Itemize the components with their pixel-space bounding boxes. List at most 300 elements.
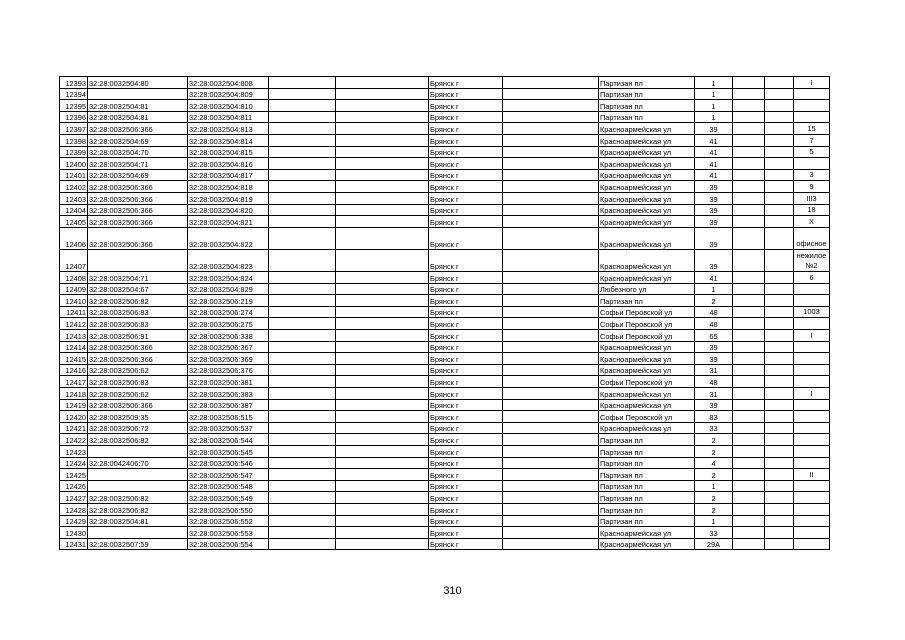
- table-row: [60, 192, 830, 204]
- blank-cell-e: [765, 388, 794, 400]
- blank-cell-d: [733, 249, 765, 271]
- blank-cell-b: [336, 376, 429, 388]
- row-number-cell: 12425: [60, 469, 88, 481]
- row-number-cell: 12427: [60, 492, 88, 504]
- apartment-cell: [794, 88, 830, 100]
- blank-cell-d: [733, 306, 765, 318]
- house-number-cell: 39: [695, 181, 733, 193]
- cadastral-number-cell: 32:28:0032506:219: [188, 295, 269, 307]
- parent-cadastral-cell: 32:28:0032504:81: [88, 515, 188, 527]
- blank-cell-a: [269, 295, 336, 307]
- street-cell: Красноармейская ул: [599, 272, 695, 284]
- city-cell: Брянск г: [429, 227, 503, 249]
- blank-cell-d: [733, 330, 765, 342]
- blank-cell-b: [336, 446, 429, 458]
- blank-cell-e: [765, 318, 794, 330]
- city-cell: Брянск г: [429, 469, 503, 481]
- parent-cadastral-cell: 32:28:0032504:71: [88, 158, 188, 170]
- blank-cell-a: [269, 88, 336, 100]
- parent-cadastral-cell: 32:28:0032504:69: [88, 169, 188, 181]
- blank-cell-b: [336, 318, 429, 330]
- house-number-cell: 83: [695, 411, 733, 423]
- blank-cell-a: [269, 216, 336, 228]
- city-cell: Брянск г: [429, 492, 503, 504]
- street-cell: Партизан пл: [599, 469, 695, 481]
- city-cell: Брянск г: [429, 457, 503, 469]
- blank-cell-b: [336, 503, 429, 515]
- house-number-cell: 2: [695, 469, 733, 481]
- row-number-cell: 12398: [60, 134, 88, 146]
- blank-cell-a: [269, 100, 336, 112]
- cadastral-number-cell: 32:28:0032506:274: [188, 306, 269, 318]
- blank-cell-a: [269, 111, 336, 123]
- blank-cell-a: [269, 527, 336, 539]
- blank-cell-e: [765, 492, 794, 504]
- blank-cell-d: [733, 295, 765, 307]
- cadastral-number-cell: 32:28:0032504:821: [188, 216, 269, 228]
- blank-cell-c: [503, 88, 599, 100]
- table-row: [60, 88, 830, 100]
- city-cell: Брянск г: [429, 353, 503, 365]
- house-number-cell: 1: [695, 77, 733, 89]
- blank-cell-c: [503, 134, 599, 146]
- cadastral-number-cell: 32:28:0032506:554: [188, 538, 269, 550]
- blank-cell-a: [269, 457, 336, 469]
- blank-cell-d: [733, 527, 765, 539]
- parent-cadastral-cell: 32:28:0032506:83: [88, 306, 188, 318]
- blank-cell-d: [733, 411, 765, 423]
- blank-cell-c: [503, 227, 599, 249]
- blank-cell-a: [269, 146, 336, 158]
- city-cell: Брянск г: [429, 527, 503, 539]
- street-cell: Красноармейская ул: [599, 181, 695, 193]
- parent-cadastral-cell: 32:28:0032506:366: [88, 204, 188, 216]
- house-number-cell: 48: [695, 318, 733, 330]
- street-cell: Партизан пл: [599, 480, 695, 492]
- house-number-cell: 1: [695, 111, 733, 123]
- cadastral-number-cell: 32:28:0032506:552: [188, 515, 269, 527]
- apartment-cell: [794, 158, 830, 170]
- blank-cell-c: [503, 469, 599, 481]
- cadastral-number-cell: 32:28:0032506:338: [188, 330, 269, 342]
- street-cell: Красноармейская ул: [599, 158, 695, 170]
- table-row: [60, 422, 830, 434]
- blank-cell-a: [269, 169, 336, 181]
- row-number-cell: 12408: [60, 272, 88, 284]
- row-number-cell: 12393: [60, 77, 88, 89]
- blank-cell-a: [269, 422, 336, 434]
- parent-cadastral-cell: 32:28:0032506:366: [88, 192, 188, 204]
- blank-cell-d: [733, 538, 765, 550]
- blank-cell-d: [733, 446, 765, 458]
- blank-cell-e: [765, 411, 794, 423]
- blank-cell-e: [765, 146, 794, 158]
- parent-cadastral-cell: 32:28:0032506:366: [88, 227, 188, 249]
- table-row: [60, 146, 830, 158]
- house-number-cell: 39: [695, 249, 733, 271]
- table-row: [60, 169, 830, 181]
- street-cell: Партизан пл: [599, 111, 695, 123]
- table-row: [60, 306, 830, 318]
- blank-cell-d: [733, 318, 765, 330]
- blank-cell-a: [269, 318, 336, 330]
- apartment-cell: X: [794, 216, 830, 228]
- blank-cell-c: [503, 341, 599, 353]
- parent-cadastral-cell: 32:28:0032504:67: [88, 283, 188, 295]
- blank-cell-a: [269, 272, 336, 284]
- table-row: [60, 181, 830, 193]
- parent-cadastral-cell: 32:28:0032509:35: [88, 411, 188, 423]
- table-row: [60, 249, 830, 271]
- street-cell: Софьи Перовской ул: [599, 318, 695, 330]
- blank-cell-b: [336, 169, 429, 181]
- blank-cell-e: [765, 457, 794, 469]
- table-row: [60, 492, 830, 504]
- street-cell: Красноармейская ул: [599, 364, 695, 376]
- blank-cell-e: [765, 134, 794, 146]
- street-cell: Партизан пл: [599, 434, 695, 446]
- parent-cadastral-cell: 32:28:0032504:81: [88, 111, 188, 123]
- cadastral-number-cell: 32:28:0032504:822: [188, 227, 269, 249]
- apartment-cell: 5: [794, 146, 830, 158]
- blank-cell-a: [269, 399, 336, 411]
- street-cell: Красноармейская ул: [599, 538, 695, 550]
- cadastral-number-cell: 32:28:0032504:809: [188, 88, 269, 100]
- blank-cell-c: [503, 388, 599, 400]
- blank-cell-d: [733, 204, 765, 216]
- apartment-cell: 18: [794, 204, 830, 216]
- apartment-cell: [794, 318, 830, 330]
- house-number-cell: 41: [695, 146, 733, 158]
- apartment-cell: [794, 411, 830, 423]
- row-number-cell: 12399: [60, 146, 88, 158]
- blank-cell-b: [336, 341, 429, 353]
- row-number-cell: 12429: [60, 515, 88, 527]
- table-row: [60, 411, 830, 423]
- blank-cell-d: [733, 353, 765, 365]
- parent-cadastral-cell: 32:28:0032507:59: [88, 538, 188, 550]
- house-number-cell: 65: [695, 330, 733, 342]
- cadastral-number-cell: 32:28:0032506:549: [188, 492, 269, 504]
- city-cell: Брянск г: [429, 399, 503, 411]
- parent-cadastral-cell: 32:28:0032506:366: [88, 399, 188, 411]
- blank-cell-e: [765, 204, 794, 216]
- blank-cell-a: [269, 538, 336, 550]
- blank-cell-b: [336, 422, 429, 434]
- blank-cell-e: [765, 77, 794, 89]
- apartment-cell: 15: [794, 123, 830, 135]
- street-cell: Партизан пл: [599, 503, 695, 515]
- blank-cell-c: [503, 330, 599, 342]
- row-number-cell: 12419: [60, 399, 88, 411]
- table-row: [60, 330, 830, 342]
- city-cell: Брянск г: [429, 503, 503, 515]
- city-cell: Брянск г: [429, 341, 503, 353]
- cadastral-number-cell: 32:28:0032504:824: [188, 272, 269, 284]
- blank-cell-c: [503, 216, 599, 228]
- apartment-cell: 6: [794, 272, 830, 284]
- table-row: [60, 353, 830, 365]
- house-number-cell: 33: [695, 527, 733, 539]
- house-number-cell: 39: [695, 227, 733, 249]
- blank-cell-d: [733, 227, 765, 249]
- apartment-cell: [794, 283, 830, 295]
- apartment-cell: III3: [794, 192, 830, 204]
- table-row: [60, 100, 830, 112]
- street-cell: Красноармейская ул: [599, 399, 695, 411]
- cadastral-number-cell: 32:28:0032506:547: [188, 469, 269, 481]
- row-number-cell: 12431: [60, 538, 88, 550]
- street-cell: Партизан пл: [599, 446, 695, 458]
- blank-cell-d: [733, 388, 765, 400]
- city-cell: Брянск г: [429, 388, 503, 400]
- apartment-cell: [794, 111, 830, 123]
- blank-cell-e: [765, 353, 794, 365]
- city-cell: Брянск г: [429, 480, 503, 492]
- parent-cadastral-cell: 32:28:0032506:366: [88, 341, 188, 353]
- blank-cell-e: [765, 306, 794, 318]
- blank-cell-e: [765, 527, 794, 539]
- table-row: [60, 399, 830, 411]
- blank-cell-d: [733, 77, 765, 89]
- blank-cell-a: [269, 249, 336, 271]
- cadastral-number-cell: 32:28:0032504:817: [188, 169, 269, 181]
- street-cell: Красноармейская ул: [599, 192, 695, 204]
- apartment-cell: [794, 538, 830, 550]
- table-row: [60, 134, 830, 146]
- blank-cell-b: [336, 100, 429, 112]
- blank-cell-e: [765, 341, 794, 353]
- row-number-cell: 12402: [60, 181, 88, 193]
- street-cell: Красноармейская ул: [599, 169, 695, 181]
- house-number-cell: 39: [695, 192, 733, 204]
- blank-cell-d: [733, 364, 765, 376]
- city-cell: Брянск г: [429, 100, 503, 112]
- row-number-cell: 12416: [60, 364, 88, 376]
- cadastral-number-cell: 32:28:0032504:820: [188, 204, 269, 216]
- blank-cell-c: [503, 249, 599, 271]
- table-row: [60, 457, 830, 469]
- table-row: [60, 515, 830, 527]
- parent-cadastral-cell: 32:28:0042406:70: [88, 457, 188, 469]
- row-number-cell: 12423: [60, 446, 88, 458]
- street-cell: Софьи Перовской ул: [599, 306, 695, 318]
- parent-cadastral-cell: 32:28:0032506:82: [88, 503, 188, 515]
- house-number-cell: 41: [695, 169, 733, 181]
- row-number-cell: 12428: [60, 503, 88, 515]
- blank-cell-c: [503, 158, 599, 170]
- row-number-cell: 12421: [60, 422, 88, 434]
- house-number-cell: 41: [695, 134, 733, 146]
- blank-cell-d: [733, 422, 765, 434]
- table-row: [60, 227, 830, 249]
- blank-cell-b: [336, 283, 429, 295]
- cadastral-number-cell: 32:28:0032506:544: [188, 434, 269, 446]
- blank-cell-b: [336, 158, 429, 170]
- blank-cell-d: [733, 169, 765, 181]
- blank-cell-c: [503, 100, 599, 112]
- blank-cell-c: [503, 306, 599, 318]
- table-row: [60, 111, 830, 123]
- cadastral-number-cell: 32:28:0032506:548: [188, 480, 269, 492]
- blank-cell-b: [336, 364, 429, 376]
- street-cell: Красноармейская ул: [599, 388, 695, 400]
- blank-cell-b: [336, 388, 429, 400]
- table-row: [60, 272, 830, 284]
- city-cell: Брянск г: [429, 181, 503, 193]
- blank-cell-e: [765, 364, 794, 376]
- blank-cell-a: [269, 376, 336, 388]
- house-number-cell: 48: [695, 376, 733, 388]
- city-cell: Брянск г: [429, 364, 503, 376]
- city-cell: Брянск г: [429, 158, 503, 170]
- table-row: [60, 376, 830, 388]
- blank-cell-e: [765, 227, 794, 249]
- blank-cell-a: [269, 181, 336, 193]
- cadastral-number-cell: 32:28:0032504:823: [188, 249, 269, 271]
- table-row: [60, 204, 830, 216]
- blank-cell-c: [503, 169, 599, 181]
- house-number-cell: 41: [695, 272, 733, 284]
- blank-cell-b: [336, 434, 429, 446]
- cadastral-number-cell: 32:28:0032506:515: [188, 411, 269, 423]
- blank-cell-a: [269, 341, 336, 353]
- cadastral-number-cell: 32:28:0032504:813: [188, 123, 269, 135]
- cadastral-number-cell: 32:28:0032506:553: [188, 527, 269, 539]
- blank-cell-b: [336, 134, 429, 146]
- city-cell: Брянск г: [429, 123, 503, 135]
- city-cell: Брянск г: [429, 422, 503, 434]
- row-number-cell: 12396: [60, 111, 88, 123]
- apartment-cell: [794, 399, 830, 411]
- cadastral-number-cell: 32:28:0032504:816: [188, 158, 269, 170]
- blank-cell-c: [503, 77, 599, 89]
- cadastral-number-cell: 32:28:0032506:537: [188, 422, 269, 434]
- blank-cell-d: [733, 88, 765, 100]
- table-row: [60, 364, 830, 376]
- city-cell: Брянск г: [429, 77, 503, 89]
- table-row: [60, 295, 830, 307]
- cadastral-number-cell: 32:28:0032504:810: [188, 100, 269, 112]
- house-number-cell: 1: [695, 88, 733, 100]
- cadastral-number-cell: 32:28:0032506:376: [188, 364, 269, 376]
- cadastral-number-cell: 32:28:0032506:275: [188, 318, 269, 330]
- apartment-cell: [794, 100, 830, 112]
- table-row: [60, 283, 830, 295]
- blank-cell-b: [336, 227, 429, 249]
- street-cell: Красноармейская ул: [599, 527, 695, 539]
- page-number: 310: [443, 585, 462, 597]
- city-cell: Брянск г: [429, 169, 503, 181]
- blank-cell-a: [269, 388, 336, 400]
- cadastral-number-cell: 32:28:0032504:829: [188, 283, 269, 295]
- blank-cell-b: [336, 204, 429, 216]
- house-number-cell: 2: [695, 295, 733, 307]
- row-number-cell: 12430: [60, 527, 88, 539]
- blank-cell-b: [336, 146, 429, 158]
- table-row: [60, 77, 830, 89]
- apartment-cell: 3: [794, 169, 830, 181]
- row-number-cell: 12424: [60, 457, 88, 469]
- house-number-cell: 33: [695, 422, 733, 434]
- blank-cell-e: [765, 295, 794, 307]
- cadastral-number-cell: 32:28:0032506:369: [188, 353, 269, 365]
- blank-cell-a: [269, 123, 336, 135]
- blank-cell-e: [765, 111, 794, 123]
- city-cell: Брянск г: [429, 134, 503, 146]
- blank-cell-d: [733, 134, 765, 146]
- blank-cell-a: [269, 134, 336, 146]
- city-cell: Брянск г: [429, 538, 503, 550]
- cadastral-number-cell: 32:28:0032504:811: [188, 111, 269, 123]
- street-cell: Красноармейская ул: [599, 216, 695, 228]
- blank-cell-d: [733, 216, 765, 228]
- blank-cell-c: [503, 527, 599, 539]
- table-row: [60, 123, 830, 135]
- blank-cell-e: [765, 272, 794, 284]
- blank-cell-b: [336, 457, 429, 469]
- parent-cadastral-cell: 32:28:0032506:366: [88, 181, 188, 193]
- cadastral-number-cell: 32:28:0032506:550: [188, 503, 269, 515]
- apartment-cell: 9: [794, 181, 830, 193]
- blank-cell-c: [503, 515, 599, 527]
- parent-cadastral-cell: 32:28:0032504:80: [88, 77, 188, 89]
- blank-cell-a: [269, 515, 336, 527]
- blank-cell-b: [336, 272, 429, 284]
- cadastral-number-cell: 32:28:0032506:383: [188, 388, 269, 400]
- street-cell: Красноармейская ул: [599, 134, 695, 146]
- street-cell: Софьи Перовской ул: [599, 376, 695, 388]
- blank-cell-c: [503, 295, 599, 307]
- apartment-cell: I: [794, 330, 830, 342]
- blank-cell-a: [269, 283, 336, 295]
- row-number-cell: 12405: [60, 216, 88, 228]
- table-row: [60, 503, 830, 515]
- blank-cell-e: [765, 283, 794, 295]
- blank-cell-e: [765, 330, 794, 342]
- apartment-cell: 7: [794, 134, 830, 146]
- blank-cell-e: [765, 216, 794, 228]
- city-cell: Брянск г: [429, 88, 503, 100]
- street-cell: Партизан пл: [599, 515, 695, 527]
- parent-cadastral-cell: 32:28:0032506:366: [88, 353, 188, 365]
- apartment-cell: [794, 515, 830, 527]
- apartment-cell: [794, 446, 830, 458]
- house-number-cell: 48: [695, 306, 733, 318]
- blank-cell-d: [733, 111, 765, 123]
- row-number-cell: 12426: [60, 480, 88, 492]
- blank-cell-c: [503, 538, 599, 550]
- blank-cell-c: [503, 272, 599, 284]
- blank-cell-c: [503, 353, 599, 365]
- table-row: [60, 469, 830, 481]
- house-number-cell: 29А: [695, 538, 733, 550]
- parent-cadastral-cell: [88, 469, 188, 481]
- apartment-cell: [794, 492, 830, 504]
- row-number-cell: 12412: [60, 318, 88, 330]
- blank-cell-b: [336, 492, 429, 504]
- house-number-cell: 39: [695, 204, 733, 216]
- blank-cell-c: [503, 204, 599, 216]
- table-row: [60, 480, 830, 492]
- house-number-cell: 39: [695, 123, 733, 135]
- street-cell: Красноармейская ул: [599, 353, 695, 365]
- row-number-cell: 12397: [60, 123, 88, 135]
- parent-cadastral-cell: 32:28:0032504:69: [88, 134, 188, 146]
- apartment-cell: [794, 364, 830, 376]
- house-number-cell: 31: [695, 364, 733, 376]
- blank-cell-b: [336, 411, 429, 423]
